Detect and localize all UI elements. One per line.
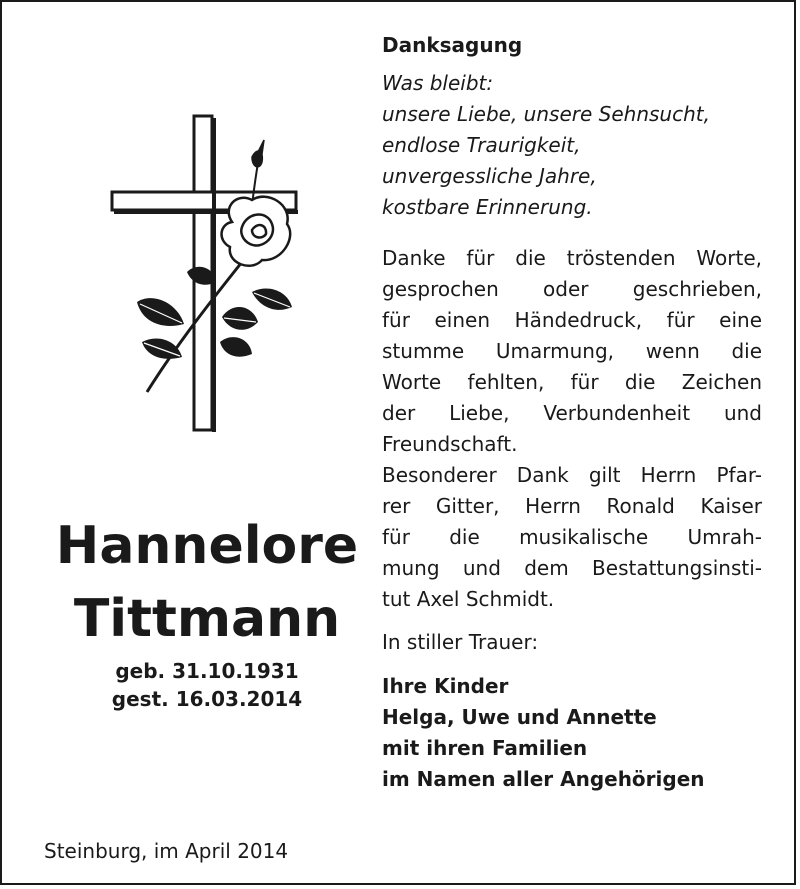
death-date: gest. 16.03.2014 [111,687,303,711]
mourning-line: In stiller Trauer: [382,630,539,654]
signatory-line: mit ihren Familien [382,736,588,760]
left-column [2,2,372,883]
signatory-line: Ihre Kinder [382,674,509,698]
place-and-date: Steinburg, im April 2014 [44,839,289,863]
body-line: Besonderer Dank gilt Herrn Pfar- [382,463,762,487]
body-line: mung und dem Bestattungsinsti- [382,556,762,580]
body-line: für einen Händedruck, für eine [382,308,762,332]
cross-with-rose-icon [102,112,312,442]
body-line: Worte fehlten, für die Zeichen [382,370,762,394]
signatory-line: im Namen aller Angehörigen [382,767,705,791]
body-line: stumme Umarmung, wenn die [382,339,762,363]
body-line: Freundschaft. [382,432,518,456]
body-line: Danke für die tröstenden Worte, [382,246,762,270]
notice-heading: Danksagung [382,33,523,57]
body-line: für die musikalische Umrah- [382,525,762,549]
life-dates [2,657,412,713]
poem-line: Was bleibt: [382,71,494,95]
poem-line: kostbare Erinnerung. [382,195,593,219]
thank-you-text [382,243,762,615]
signatory-line: Helga, Uwe und Annette [382,705,657,729]
deceased-first-name: Hannelore [55,516,359,576]
signatories [382,671,762,795]
poem-line: unsere Liebe, unsere Sehnsucht, [382,102,710,126]
right-column [382,32,762,795]
deceased-last-name: Tittmann [73,589,341,649]
poem [382,68,762,223]
body-line: rer Gitter, Herrn Ronald Kaiser [382,494,762,518]
poem-line: endlose Traurigkeit, [382,133,581,157]
body-line: tut Axel Schmidt. [382,587,555,611]
birth-date: geb. 31.10.1931 [115,659,299,683]
body-line: der Liebe, Verbundenheit und [382,401,762,425]
poem-line: unvergessliche Jahre, [382,164,597,188]
body-line: gesprochen oder geschrieben, [382,277,762,301]
